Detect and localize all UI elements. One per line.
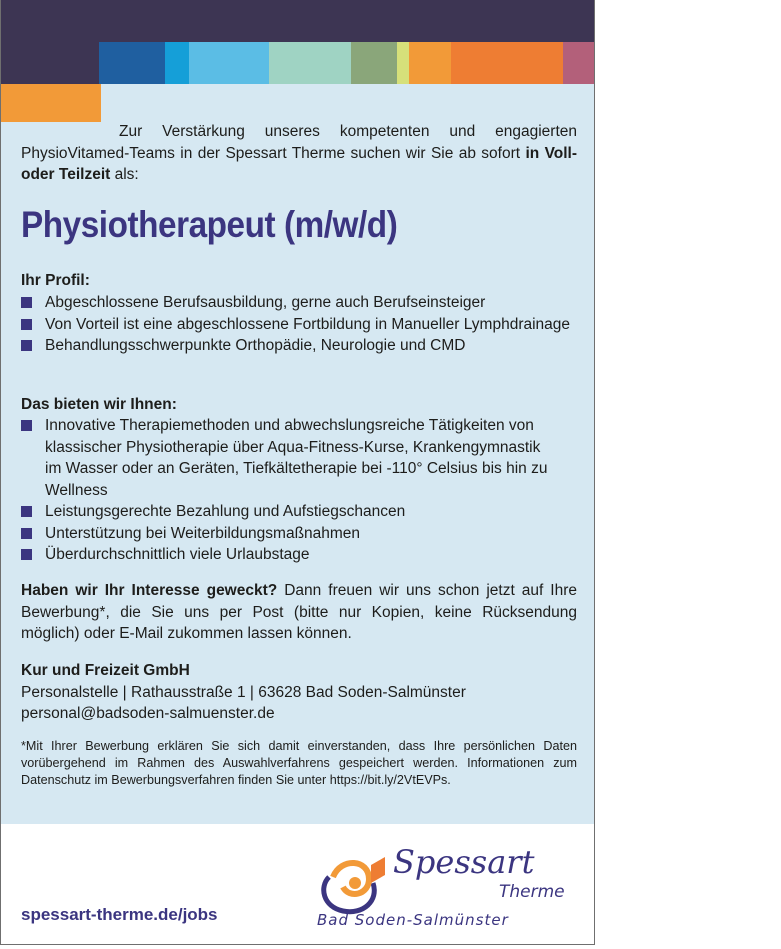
interest-text: Dann freuen wir uns schon jetzt auf Ihre Bewerbung*, die Sie uns per Post (bitte nur Kopien, keine Rücksendung möglich) oder E-Mail zukommen lassen können.	[21, 582, 577, 642]
list-item: Behandlungsschwerpunkte Orthopädie, Neurologie und CMD	[21, 335, 581, 357]
swirl-logo-icon	[324, 857, 385, 912]
list-item: Innovative Therapiemethoden und abwechslungsreiche Tätigkeiten von klassischer Physiotherapie über Aqua-Fitness-Kurse, Krankengymnastik im Wasser oder an Geräten, Tiefkältetherapie bei -110° Celsius bis hin zu Wellness	[21, 415, 581, 501]
intro-bold: in Voll- oder Teilzeit	[21, 144, 577, 183]
color-stripes	[99, 42, 595, 84]
offer-heading: Das bieten wir Ihnen:	[21, 396, 177, 413]
stripe	[269, 42, 351, 84]
bullet-square-icon	[21, 297, 32, 308]
profile-heading: Ihr Profil:	[21, 272, 90, 289]
profile-list	[21, 292, 581, 357]
disclaimer: *Mit Ihrer Bewerbung erklären Sie sich damit einverstanden, dass Ihre persönlichen Daten vorübergehend im Rahmen des Auswahlverfahrens gespeichert werden. Informationen zum Datenschutz im Bewerbungsverfahren finden Sie unter https://bit.ly/2VtEVPs.	[21, 739, 577, 787]
logo-line1: Spessart	[393, 843, 535, 881]
stripe	[409, 42, 451, 84]
intro-paragraph	[21, 121, 577, 186]
list-item: Von Vorteil ist eine abgeschlossene Fortbildung in Manueller Lymphdrainage	[21, 314, 581, 336]
interest-paragraph	[21, 580, 577, 645]
company-address: Personalstelle | Rathausstraße 1 | 63628 Bad Soden-Salmünster	[21, 683, 466, 701]
bullet-square-icon	[21, 506, 32, 517]
spessart-therme-logo	[311, 835, 581, 935]
stripe	[99, 42, 165, 84]
intro-suffix: als:	[110, 166, 139, 183]
list-item: Leistungsgerechte Bezahlung und Aufstiegschancen	[21, 501, 581, 523]
stripe	[563, 42, 595, 84]
bullet-square-icon	[21, 420, 32, 431]
logo-line2: Therme	[499, 882, 565, 902]
bullet-square-icon	[21, 340, 32, 351]
stripe	[189, 42, 269, 84]
company-name: Kur und Freizeit GmbH	[21, 662, 190, 679]
company-block	[21, 660, 581, 725]
stripe	[451, 42, 563, 84]
stripe	[351, 42, 397, 84]
list-item: Unterstützung bei Weiterbildungsmaßnahmen	[21, 523, 581, 545]
bullet-square-icon	[21, 319, 32, 330]
logo-line3: Bad Soden-Salmünster	[317, 911, 509, 929]
jobs-url-link[interactable]: spessart-therme.de/jobs	[21, 905, 218, 924]
intro-text: Zur Verstärkung unseres kompetenten und engagierten PhysioVitamed-Teams in der Spessart Therme suchen wir Sie ab sofort	[21, 123, 577, 162]
company-email[interactable]: personal@badsoden-salmuenster.de	[21, 705, 275, 722]
stripe	[165, 42, 189, 84]
list-item: Überdurchschnittlich viele Urlaubstage	[21, 544, 581, 566]
orange-accent-block	[1, 84, 101, 122]
bullet-square-icon	[21, 549, 32, 560]
job-title: Physiotherapeut (m/w/d)	[21, 204, 398, 245]
list-item: Abgeschlossene Berufsausbildung, gerne auch Berufseinsteiger	[21, 292, 581, 314]
stripe	[397, 42, 409, 84]
bullet-square-icon	[21, 528, 32, 539]
interest-bold: Haben wir Ihr Interesse geweckt?	[21, 582, 278, 599]
offer-list	[21, 415, 581, 566]
